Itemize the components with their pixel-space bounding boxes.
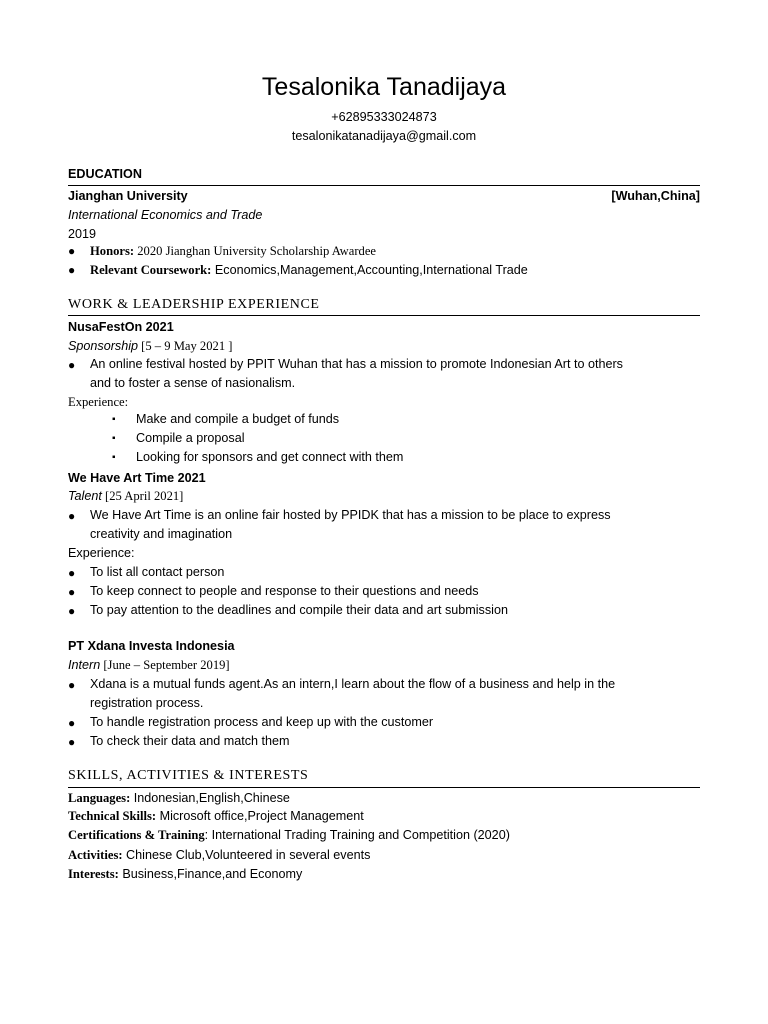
nusa-task-1: Make and compile a budget of funds — [136, 412, 340, 426]
nusa-experience-label: Experience: — [68, 395, 129, 409]
languages-label: Languages: — [68, 791, 131, 805]
school-name: Jianghan University — [68, 189, 188, 203]
certifications-line — [68, 827, 510, 843]
interests-line — [68, 866, 302, 882]
section-divider — [68, 787, 700, 788]
xdana-task-1: To handle registration process and keep up with the customer — [90, 715, 434, 729]
education-heading: EDUCATION — [68, 167, 142, 181]
square-bullet-icon: ▪ — [112, 414, 116, 425]
art-task-2: To keep connect to people and response to their questions and needs — [90, 584, 479, 598]
square-bullet-icon: ▪ — [112, 433, 116, 444]
activities-value: Chinese Club,Volunteered in several events — [122, 848, 371, 862]
languages-value: Indonesian,English,Chinese — [130, 791, 290, 805]
technical-label: Technical Skills: — [68, 809, 157, 823]
nusa-role: Sponsorship — [68, 339, 139, 353]
email-address: tesalonikatanadijaya@gmail.com — [291, 129, 477, 143]
coursework-value: Economics,Management,Accounting,International Trade — [211, 263, 528, 277]
xdana-role: Intern — [68, 658, 101, 672]
bullet-icon: ● — [68, 585, 76, 599]
nusa-title: NusaFestOn 2021 — [68, 320, 174, 334]
xdana-title: PT Xdana Investa Indonesia — [68, 639, 235, 653]
honors-value: 2020 Jianghan University Scholarship Awardee — [134, 244, 377, 258]
activities-label: Activities: — [68, 848, 123, 862]
major: International Economics and Trade — [68, 208, 263, 222]
coursework-label: Relevant Coursework: — [90, 263, 212, 277]
bullet-icon: ● — [68, 566, 76, 580]
coursework-line — [90, 261, 528, 280]
languages-line — [68, 790, 290, 806]
bullet-icon: ● — [68, 509, 76, 523]
bullet-icon: ● — [68, 358, 76, 372]
art-role-line — [68, 488, 183, 504]
nusa-role-line — [68, 338, 232, 354]
xdana-task-2: To check their data and match them — [90, 734, 290, 748]
nusa-task-2: Compile a proposal — [136, 431, 245, 445]
art-task-3: To pay attention to the deadlines and compile their data and art submission — [90, 603, 508, 617]
xdana-desc-2: registration process. — [90, 696, 204, 710]
art-experience-label: Experience: — [68, 546, 135, 560]
phone-number: +62895333024873 — [331, 110, 437, 124]
honors-line — [90, 242, 376, 261]
certifications-value: : International Trading Training and Competition (2020) — [204, 828, 510, 842]
technical-value: Microsoft office,Project Management — [156, 809, 364, 823]
art-desc-2: creativity and imagination — [90, 527, 233, 541]
technical-line — [68, 808, 364, 824]
art-dates: [25 April 2021] — [101, 489, 184, 503]
art-role: Talent — [68, 489, 102, 503]
interests-label: Interests: — [68, 867, 119, 881]
bullet-icon: ● — [68, 244, 76, 258]
bullet-icon: ● — [68, 716, 76, 730]
xdana-desc-1: Xdana is a mutual funds agent.As an intern,I learn about the flow of a business and help in the — [90, 677, 616, 691]
interests-value: Business,Finance,and Economy — [118, 867, 303, 881]
nusa-desc-2: and to foster a sense of nasionalism. — [90, 376, 296, 390]
section-divider — [68, 315, 700, 316]
art-desc-1: We Have Art Time is an online fair hosted by PPIDK that has a mission to be place to express — [90, 508, 611, 522]
certifications-label: Certifications & Training — [68, 828, 205, 842]
art-task-1: To list all contact person — [90, 565, 225, 579]
nusa-desc-1: An online festival hosted by PPIT Wuhan that has a mission to promote Indonesian Art to others — [90, 357, 623, 371]
honors-label: Honors: — [90, 244, 135, 258]
nusa-task-3: Looking for sponsors and get connect with them — [136, 450, 404, 464]
work-heading: WORK & LEADERSHIP EXPERIENCE — [68, 297, 320, 312]
skills-heading: SKILLS, ACTIVITIES & INTERESTS — [68, 768, 309, 783]
activities-line — [68, 847, 370, 863]
xdana-role-line — [68, 657, 230, 673]
bullet-icon: ● — [68, 678, 76, 692]
section-divider — [68, 185, 700, 186]
graduation-year: 2019 — [68, 227, 97, 241]
bullet-icon: ● — [68, 263, 76, 277]
art-title: We Have Art Time 2021 — [68, 471, 206, 485]
school-location: [Wuhan,China] — [611, 189, 700, 203]
bullet-icon: ● — [68, 735, 76, 749]
nusa-dates: [5 – 9 May 2021 ] — [138, 339, 233, 353]
bullet-icon: ● — [68, 604, 76, 618]
applicant-name: Tesalonika Tanadijaya — [261, 73, 507, 101]
xdana-dates: [June – September 2019] — [100, 658, 230, 672]
square-bullet-icon: ▪ — [112, 452, 116, 463]
